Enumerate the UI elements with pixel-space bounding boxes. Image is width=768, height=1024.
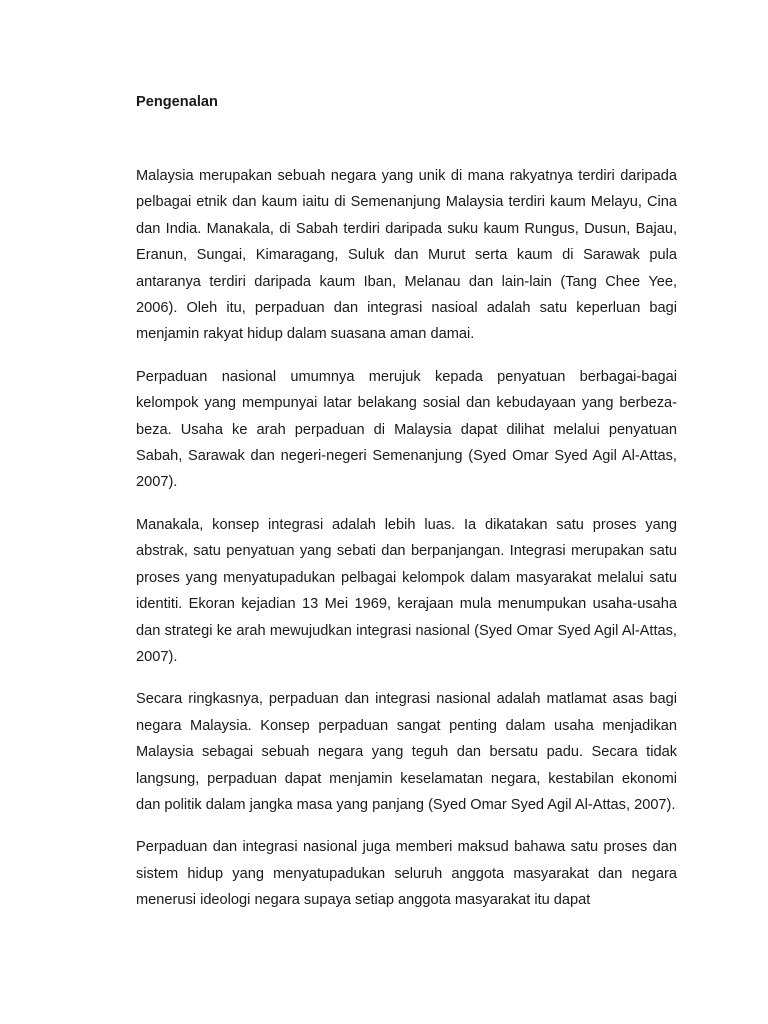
body-text [136, 163, 677, 930]
paragraph-4: Secara ringkasnya, perpaduan dan integrasi nasional adalah matlamat asas bagi negara Malaysia. Konsep perpaduan sangat penting dalam usaha menjadikan Malaysia sebagai sebuah negara yang teguh dan bersatu padu. Secara tidak langsung, perpaduan dapat menjamin keselamatan negara, kestabilan ekonomi dan politik dalam jangka masa yang panjang (Syed Omar Syed Agil Al-Attas, 2007). [136, 691, 677, 813]
section-heading: Pengenalan [136, 94, 218, 110]
paragraph-3: Manakala, konsep integrasi adalah lebih luas. Ia dikatakan satu proses yang abstrak, satu penyatuan yang sebati dan berpanjangan. Integrasi merupakan satu proses yang menyatupadukan pelbagai kelompok dalam masyarakat melalui satu identiti. Ekoran kejadian 13 Mei 1969, kerajaan mula menumpukan usaha-usaha dan strategi ke arah mewujudkan integrasi nasional (Syed Omar Syed Agil Al-Attas, 2007). [136, 516, 677, 665]
paragraph-1: Malaysia merupakan sebuah negara yang unik di mana rakyatnya terdiri daripada pelbagai etnik dan kaum iaitu di Semenanjung Malaysia terdiri kaum Melayu, Cina dan India. Manakala, di Sabah terdiri daripada suku kaum Rungus, Dusun, Bajau, Eranun, Sungai, Kimaragang, Suluk dan Murut serta kaum di Sarawak pula antaranya terdiri daripada kaum Iban, Melanau dan lain-lain (Tang Chee Yee, 2006). Oleh itu, perpaduan dan integrasi nasioal adalah satu keperluan bagi menjamin rakyat hidup dalam suasana aman damai. [136, 168, 677, 343]
paragraph-5: Perpaduan dan integrasi nasional juga memberi maksud bahawa satu proses dan sistem hidup yang menyatupadukan seluruh anggota masyarakat dan negara menerusi ideologi negara supaya setiap anggota masyarakat itu dapat [136, 839, 677, 909]
paragraph-2: Perpaduan nasional umumnya merujuk kepada penyatuan berbagai-bagai kelompok yang mempunyai latar belakang sosial dan kebudayaan yang berbeza-beza. Usaha ke arah perpaduan di Malaysia dapat dilihat melalui penyatuan Sabah, Sarawak dan negeri-negeri Semenanjung (Syed Omar Syed Agil Al-Attas, 2007). [136, 368, 677, 491]
